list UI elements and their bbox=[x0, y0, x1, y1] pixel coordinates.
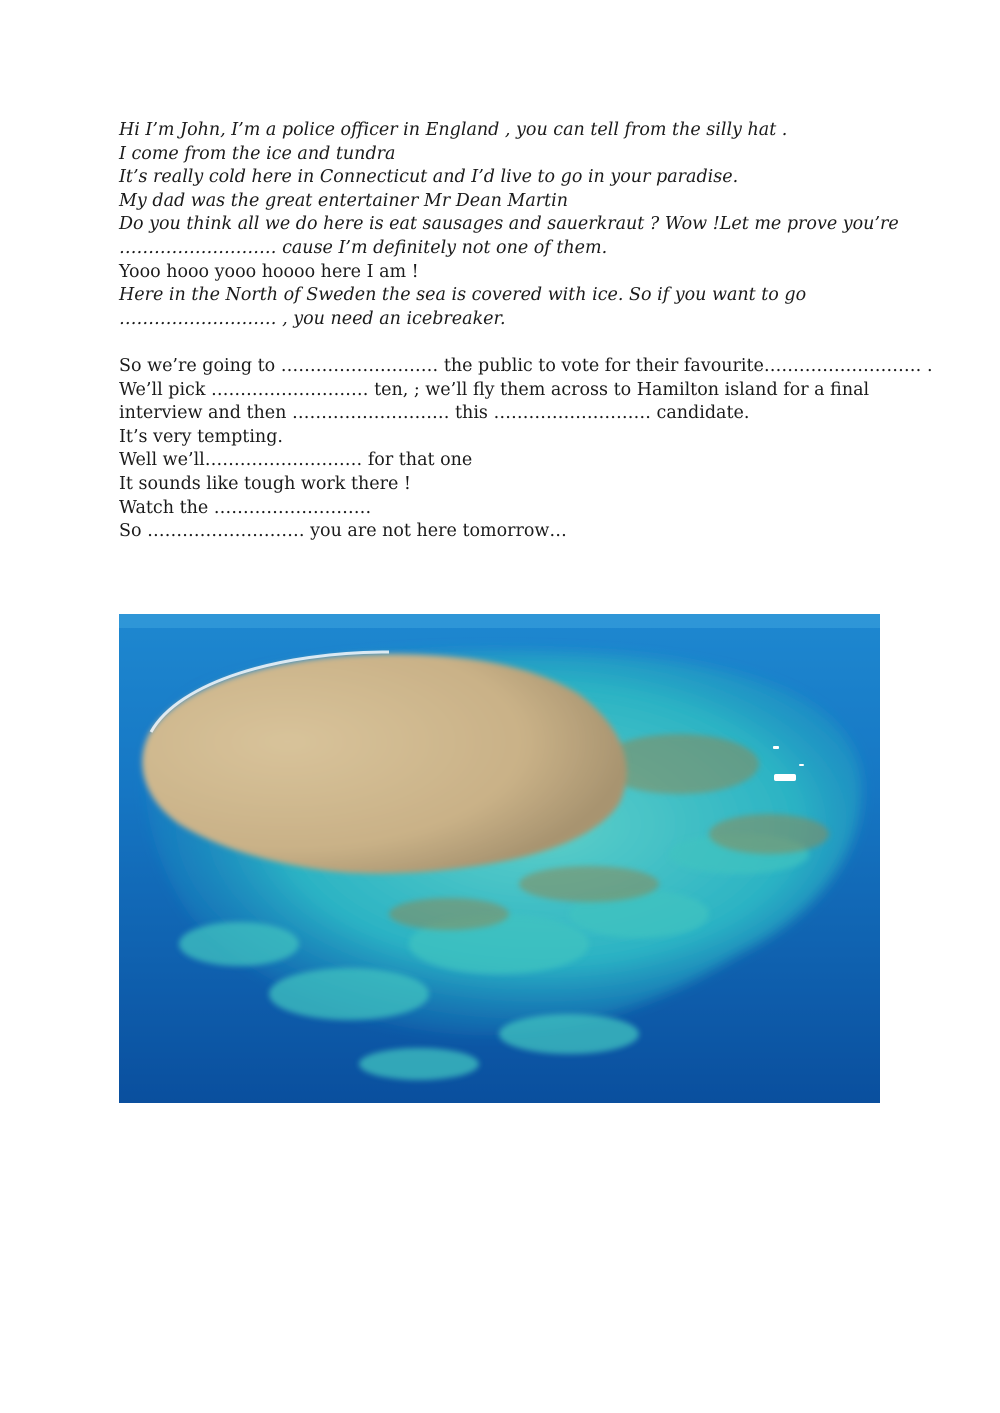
dialogue-line: So ……………………… you are not here tomorrow… bbox=[119, 521, 567, 542]
reef-patch bbox=[389, 898, 509, 930]
dialogue-line: It’s very tempting. bbox=[119, 426, 283, 447]
paragraph-gap bbox=[119, 331, 919, 355]
worksheet-text bbox=[119, 119, 933, 544]
boat bbox=[774, 774, 796, 781]
dialogue-line: Well we’ll……………………… for that one bbox=[119, 450, 473, 471]
monologue-line: Do you think all we do here is eat sausages and sauerkraut ? Wow !Let me prove you’re bbox=[119, 214, 899, 235]
monologue-line: My dad was the great entertainer Mr Dean Martin bbox=[119, 190, 569, 211]
horizon-haze bbox=[119, 614, 880, 628]
dialogue-line: It sounds like tough work there ! bbox=[119, 473, 411, 494]
coral-patch bbox=[499, 1014, 639, 1054]
reef-patch bbox=[519, 866, 659, 902]
monologue-line: I come from the ice and tundra bbox=[119, 143, 396, 164]
coral-patch bbox=[179, 922, 299, 966]
monologue-line: ……………………… cause I’m definitely not one of them. bbox=[119, 237, 608, 258]
coral-patch bbox=[359, 1048, 479, 1080]
dialogue-line: We’ll pick ……………………… ten, ; we’ll fly them across to Hamilton island for a final bbox=[119, 379, 870, 400]
coral-reef-photo bbox=[119, 614, 880, 1103]
dialogue-line: interview and then ……………………… this ……………………… candidate. bbox=[119, 403, 750, 424]
dialogue-line: Watch the ……………………… bbox=[119, 497, 372, 518]
monologue-line: Yooo hooo yooo hoooo here I am ! bbox=[119, 261, 419, 282]
monologue-line: It’s really cold here in Connecticut and I’d live to go in your paradise. bbox=[119, 167, 739, 188]
dialogue-line: So we’re going to ……………………… the public to vote for their favourite……………………… . bbox=[119, 355, 933, 376]
sand-bank bbox=[142, 654, 627, 874]
boat bbox=[799, 764, 804, 766]
coral-patch bbox=[269, 968, 429, 1020]
boat bbox=[773, 746, 779, 749]
monologue-line: ……………………… , you need an icebreaker. bbox=[119, 308, 506, 329]
reef-patch bbox=[709, 814, 829, 854]
monologue-line: Here in the North of Sweden the sea is covered with ice. So if you want to go bbox=[119, 285, 807, 306]
monologue-line: Hi I’m John, I’m a police officer in England , you can tell from the silly hat . bbox=[119, 120, 788, 140]
